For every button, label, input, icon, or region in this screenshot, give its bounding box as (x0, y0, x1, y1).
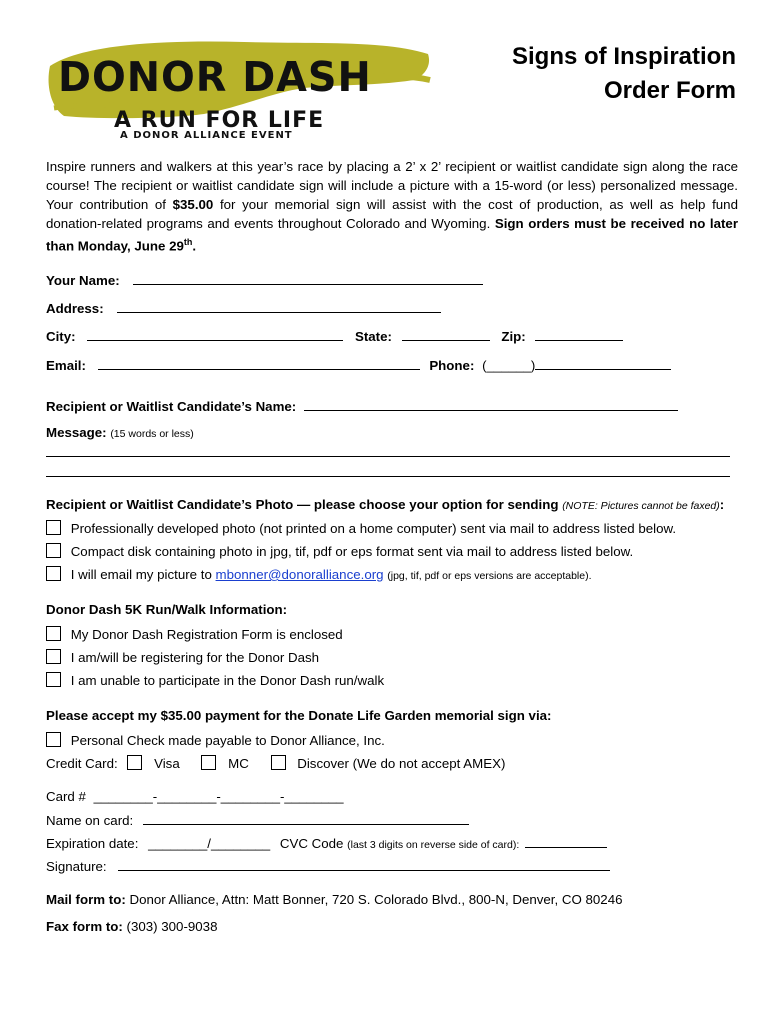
discover-checkbox[interactable] (271, 755, 286, 770)
zip-field[interactable] (535, 328, 623, 341)
photo-option-3-checkbox[interactable] (46, 566, 61, 581)
logo-main-text: DONOR DASH (58, 53, 372, 101)
discover-label: Discover (We do not accept AMEX) (297, 756, 506, 771)
fax-to-row (46, 919, 217, 934)
address-row (46, 300, 441, 316)
email-label: Email: (46, 358, 86, 373)
state-field[interactable] (402, 328, 490, 341)
run-option-1-label: My Donor Dash Registration Form is enclosed (70, 627, 343, 642)
credit-card-label: Credit Card: (46, 756, 118, 771)
message-line-1[interactable] (46, 456, 730, 457)
address-label: Address: (46, 301, 104, 316)
photo-option-2-checkbox[interactable] (46, 543, 61, 558)
mc-label: MC (228, 756, 249, 771)
photo-option-3-hint: (jpg, tif, pdf or eps versions are acceptable). (387, 570, 592, 582)
phone-field[interactable] (535, 357, 671, 370)
run-option-1 (46, 626, 343, 642)
mc-checkbox[interactable] (201, 755, 216, 770)
intro-amount: $35.00 (172, 197, 214, 212)
run-option-3-label: I am unable to participate in the Donor Dash run/walk (70, 673, 385, 688)
fax-number: (303) 300-9038 (126, 919, 218, 934)
run-option-2-label: I am/will be registering for the Donor Dash (70, 650, 320, 665)
cvc-hint: (last 3 digits on reverse side of card): (347, 839, 520, 851)
city-state-zip-row (46, 328, 623, 344)
logo-tagline: A RUN FOR LIFE (114, 108, 325, 133)
page-title-line1: Signs of Inspiration (511, 43, 736, 70)
payment-check-row (46, 732, 385, 748)
phone-area-code-field[interactable]: (______) (482, 358, 536, 373)
message-hint: (15 words or less) (110, 428, 194, 440)
visa-checkbox[interactable] (127, 755, 142, 770)
run-option-2 (46, 649, 319, 665)
message-label: Message: (46, 425, 107, 440)
run-option-3 (46, 672, 384, 688)
message-line-2[interactable] (46, 476, 730, 477)
photo-option-1-label: Professionally developed photo (not printed on a home computer) sent via mail to address listed below. (70, 521, 677, 536)
intro-deadline-end: . (192, 238, 197, 254)
cvc-label: CVC Code (279, 836, 344, 851)
recipient-name-label: Recipient or Waitlist Candidate’s Name: (46, 399, 297, 414)
signature-label: Signature: (46, 859, 107, 874)
your-name-field[interactable] (133, 272, 483, 285)
run-option-3-checkbox[interactable] (46, 672, 61, 687)
intro-text: Inspire runners and walkers at this year’s race by placing a 2’ x 2’ recipient or waitlist candidate sign along the race course! The recipient or waitlist candidate sign will include a picture with a 15-word (or less) personalized message. Your contribution of (46, 159, 738, 212)
run-option-2-checkbox[interactable] (46, 649, 61, 664)
state-label: State: (354, 329, 392, 344)
personal-check-label: Personal Check made payable to Donor Alliance, Inc. (70, 733, 385, 748)
run-option-1-checkbox[interactable] (46, 626, 61, 641)
intro-deadline-sup: th (183, 237, 193, 247)
cvc-field[interactable] (525, 835, 607, 848)
photo-heading: Recipient or Waitlist Candidate’s Photo — please choose your option for sending (46, 497, 559, 512)
email-field[interactable] (98, 357, 420, 370)
photo-option-2 (46, 543, 633, 559)
your-name-row (46, 272, 483, 288)
photo-note: (NOTE: Pictures cannot be faxed) (562, 500, 720, 512)
credit-card-row (46, 755, 505, 771)
email-link[interactable]: mbonner@donoralliance.org (215, 567, 384, 582)
logo-subtitle: A DONOR ALLIANCE EVENT (120, 130, 293, 141)
city-field[interactable] (87, 328, 343, 341)
card-number-row (46, 789, 344, 804)
page-title-line2: Order Form (603, 77, 736, 104)
mail-to-address: Donor Alliance, Attn: Matt Bonner, 720 S. Colorado Blvd., 800-N, Denver, CO 80246 (129, 892, 623, 907)
photo-option-3-label: I will email my picture to (70, 567, 212, 582)
payment-heading: Please accept my $35.00 payment for the Donate Life Garden memorial sign via: (46, 708, 552, 723)
recipient-name-field[interactable] (304, 398, 678, 411)
photo-option-2-label: Compact disk containing photo in jpg, tif, pdf or eps format sent via mail to address listed below. (70, 544, 634, 559)
signature-field[interactable] (118, 858, 610, 871)
name-on-card-field[interactable] (143, 812, 469, 825)
address-field[interactable] (117, 300, 441, 313)
photo-option-3 (46, 566, 592, 582)
mail-to-row (46, 892, 623, 907)
your-name-label: Your Name: (46, 273, 120, 288)
mail-to-label: Mail form to: (46, 892, 126, 907)
signature-row (46, 858, 610, 874)
expiration-field[interactable]: ________/________ (148, 836, 271, 851)
name-on-card-row (46, 812, 469, 828)
visa-label: Visa (154, 756, 180, 771)
run-info-heading: Donor Dash 5K Run/Walk Information: (46, 602, 288, 617)
email-phone-row (46, 357, 671, 373)
name-on-card-label: Name on card: (46, 813, 134, 828)
photo-heading-row (46, 497, 724, 512)
intro-deadline: Sign orders must be received no later than Monday, June 29 (46, 216, 738, 254)
city-label: City: (46, 329, 76, 344)
card-number-field[interactable]: ________-________-________-________ (93, 789, 344, 804)
phone-label: Phone: (429, 358, 475, 373)
personal-check-checkbox[interactable] (46, 732, 61, 747)
recipient-name-row (46, 398, 678, 414)
photo-heading-colon: : (719, 497, 725, 512)
photo-option-1-checkbox[interactable] (46, 520, 61, 535)
fax-to-label: Fax form to: (46, 919, 123, 934)
zip-label: Zip: (501, 329, 526, 344)
card-number-label: Card # (46, 789, 86, 804)
expiration-label: Expiration date: (46, 836, 139, 851)
message-row (46, 425, 194, 440)
intro-paragraph (46, 157, 738, 255)
photo-option-1 (46, 520, 676, 536)
intro-text-2: for your memorial sign will assist with the cost of production, as well as help fund donation-related programs and events throughout Colorado and Wyoming. (46, 197, 738, 231)
expiration-row (46, 835, 607, 851)
